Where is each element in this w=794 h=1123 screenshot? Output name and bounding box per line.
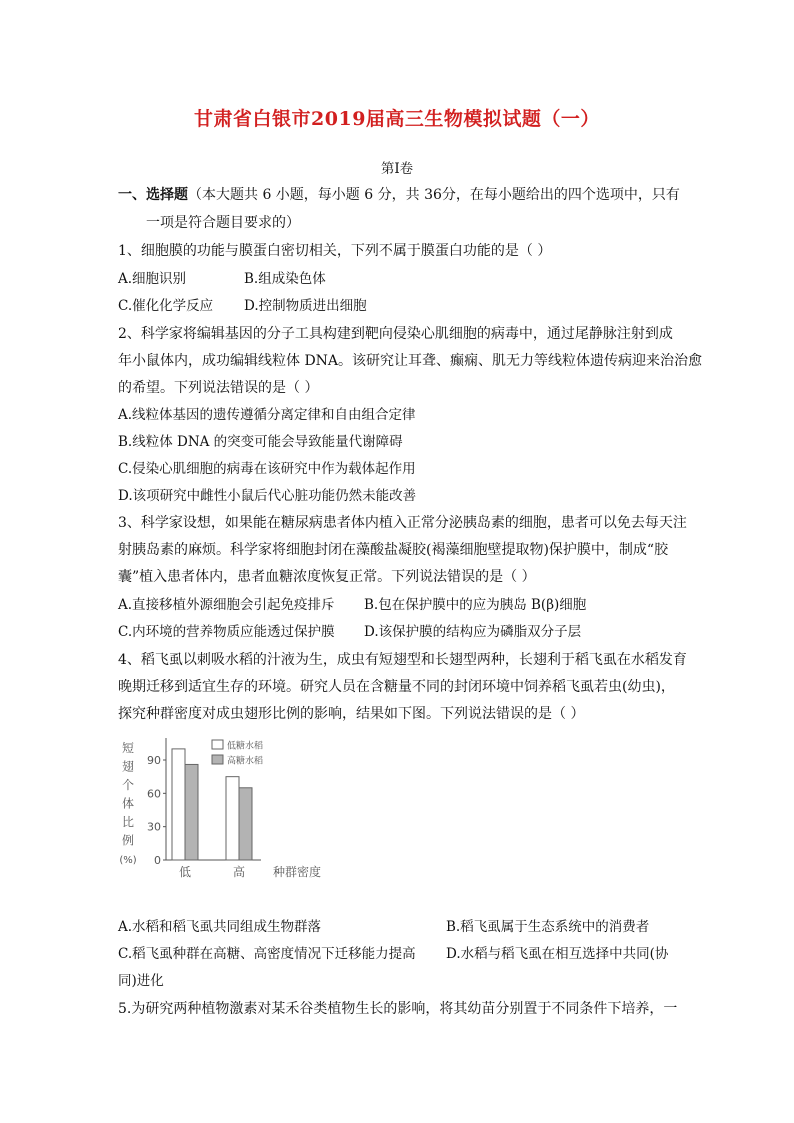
x-category-label: 低 (178, 865, 192, 879)
legend-label: 低糖水稻 (227, 741, 264, 752)
q3-option-d: D.该保护膜的结构应为磷脂双分子层 (364, 624, 582, 640)
y-axis-label-char: (%) (119, 855, 137, 866)
instructions-head: 一、选择题 (118, 187, 188, 203)
q2-stem-line-3: 的希望。下列说法错误的是（ ） (118, 380, 319, 396)
q2-stem-line-1: 2、科学家将编辑基因的分子工具构建到靶向侵染心肌细胞的病毒中，通过尾静脉注射到成 (118, 326, 673, 342)
y-axis-label-char: 体 (121, 796, 135, 811)
bar-low-sugar-high-density (226, 777, 239, 860)
legend-label: 高糖水稻 (227, 756, 264, 767)
q4-option-c: C.稻飞虱种群在高糖、高密度情况下迁移能力提高 (118, 946, 416, 962)
q5-stem-line-1: 5.为研究两种植物激素对某禾谷类植物生长的影响，将其幼苗分别置于不同条件下培养，一 (118, 1001, 678, 1017)
bar-low-sugar-low-density (172, 749, 185, 860)
legend-swatch (212, 740, 223, 749)
instructions-text: （本大题共 6 小题，每小题 6 分，共 36分，在每小题给出的四个选项中，只有 (188, 187, 680, 203)
q3-option-a: A.直接移植外源细胞会引起免疫排斥 (118, 597, 335, 613)
y-axis-label-char: 例 (121, 833, 135, 848)
y-tick-label: 30 (147, 820, 161, 834)
q3-stem-line-2: 射胰岛素的麻烦。科学家将细胞封闭在藻酸盐凝胶(褐藻细胞壁提取物)保护膜中，制成“胶 (118, 542, 669, 558)
q1-option-a: A.细胞识别 (118, 271, 187, 287)
bar-high-sugar-low-density (185, 764, 198, 860)
q2-option-c: C.侵染心肌细胞的病毒在该研究中作为载体起作用 (118, 461, 416, 477)
q2-option-a: A.线粒体基因的遗传遵循分离定律和自由组合定律 (118, 407, 416, 423)
q2-option-b: B.线粒体 DNA 的突变可能会导致能量代谢障碍 (118, 434, 403, 450)
y-tick-label: 60 (147, 787, 161, 801)
q4-stem-line-2: 晚期迁移到适宜生存的环境。研究人员在含糖量不同的封闭环境中饲养稻飞虱若虫(幼虫)， (118, 679, 675, 695)
y-axis-label-char: 短 (121, 741, 135, 755)
q1-stem: 1、细胞膜的功能与膜蛋白密切相关，下列不属于膜蛋白功能的是（ ） (118, 243, 552, 259)
instructions-line-1 (118, 186, 680, 204)
q4-option-a: A.水稻和稻飞虱共同组成生物群落 (118, 919, 322, 935)
y-tick-label: 0 (154, 854, 161, 867)
q1-option-b: B.组成染色体 (244, 271, 326, 287)
q4-option-b: B.稻飞虱属于生态系统中的消费者 (446, 919, 650, 935)
q4-stem-line-1: 4、稻飞虱以刺吸水稻的汁液为生，成虫有短翅型和长翅型两种，长翅利于稻飞虱在水稻发育 (118, 652, 687, 668)
q4-stem-line-3: 探究种群密度对成虫翅形比例的影响，结果如下图。下列说法错误的是（ ） (118, 706, 585, 722)
y-axis-label-char: 翅 (121, 759, 135, 774)
legend-swatch (212, 755, 223, 764)
section-heading: 第Ⅰ卷 (380, 161, 414, 177)
y-axis-label-char: 比 (121, 815, 135, 829)
instructions-line-2: 一项是符合题目要求的） (146, 215, 300, 231)
q1-option-d: D.控制物质进出细胞 (244, 298, 367, 314)
q3-stem-line-3: 囊”植入患者体内，患者血糖浓度恢复正常。下列说法错误的是（ ） (118, 569, 536, 585)
exam-title: 甘肃省白银市2019届高三生物模拟试题（一） (194, 108, 600, 130)
q3-stem-line-1: 3、科学家设想，如果能在糖尿病患者体内植入正常分泌胰岛素的细胞，患者可以免去每天注 (118, 515, 687, 531)
q4-option-d-continued: 同)进化 (118, 973, 164, 989)
y-tick-label: 90 (147, 754, 161, 767)
wing-ratio-bar-chart (116, 732, 356, 892)
q2-option-d: D.该项研究中雌性小鼠后代心脏功能仍然未能改善 (118, 488, 417, 504)
q2-stem-line-2: 年小鼠体内，成功编辑线粒体 DNA。该研究让耳聋、癫痫、肌无力等线粒体遗传病迎来治治愈 (118, 353, 703, 369)
q3-option-c: C.内环境的营养物质应能透过保护膜 (118, 624, 335, 640)
x-axis-label: 种群密度 (272, 865, 322, 879)
q1-option-c: C.催化化学反应 (118, 298, 214, 314)
bar-high-sugar-high-density (239, 788, 252, 860)
x-category-label: 高 (232, 865, 246, 879)
q4-option-d: D.水稻与稻飞虱在相互选择中共同(协 (446, 946, 669, 962)
y-axis-label-char: 个 (121, 778, 135, 792)
q3-option-b: B.包在保护膜中的应为胰岛 B(β)细胞 (364, 597, 587, 613)
